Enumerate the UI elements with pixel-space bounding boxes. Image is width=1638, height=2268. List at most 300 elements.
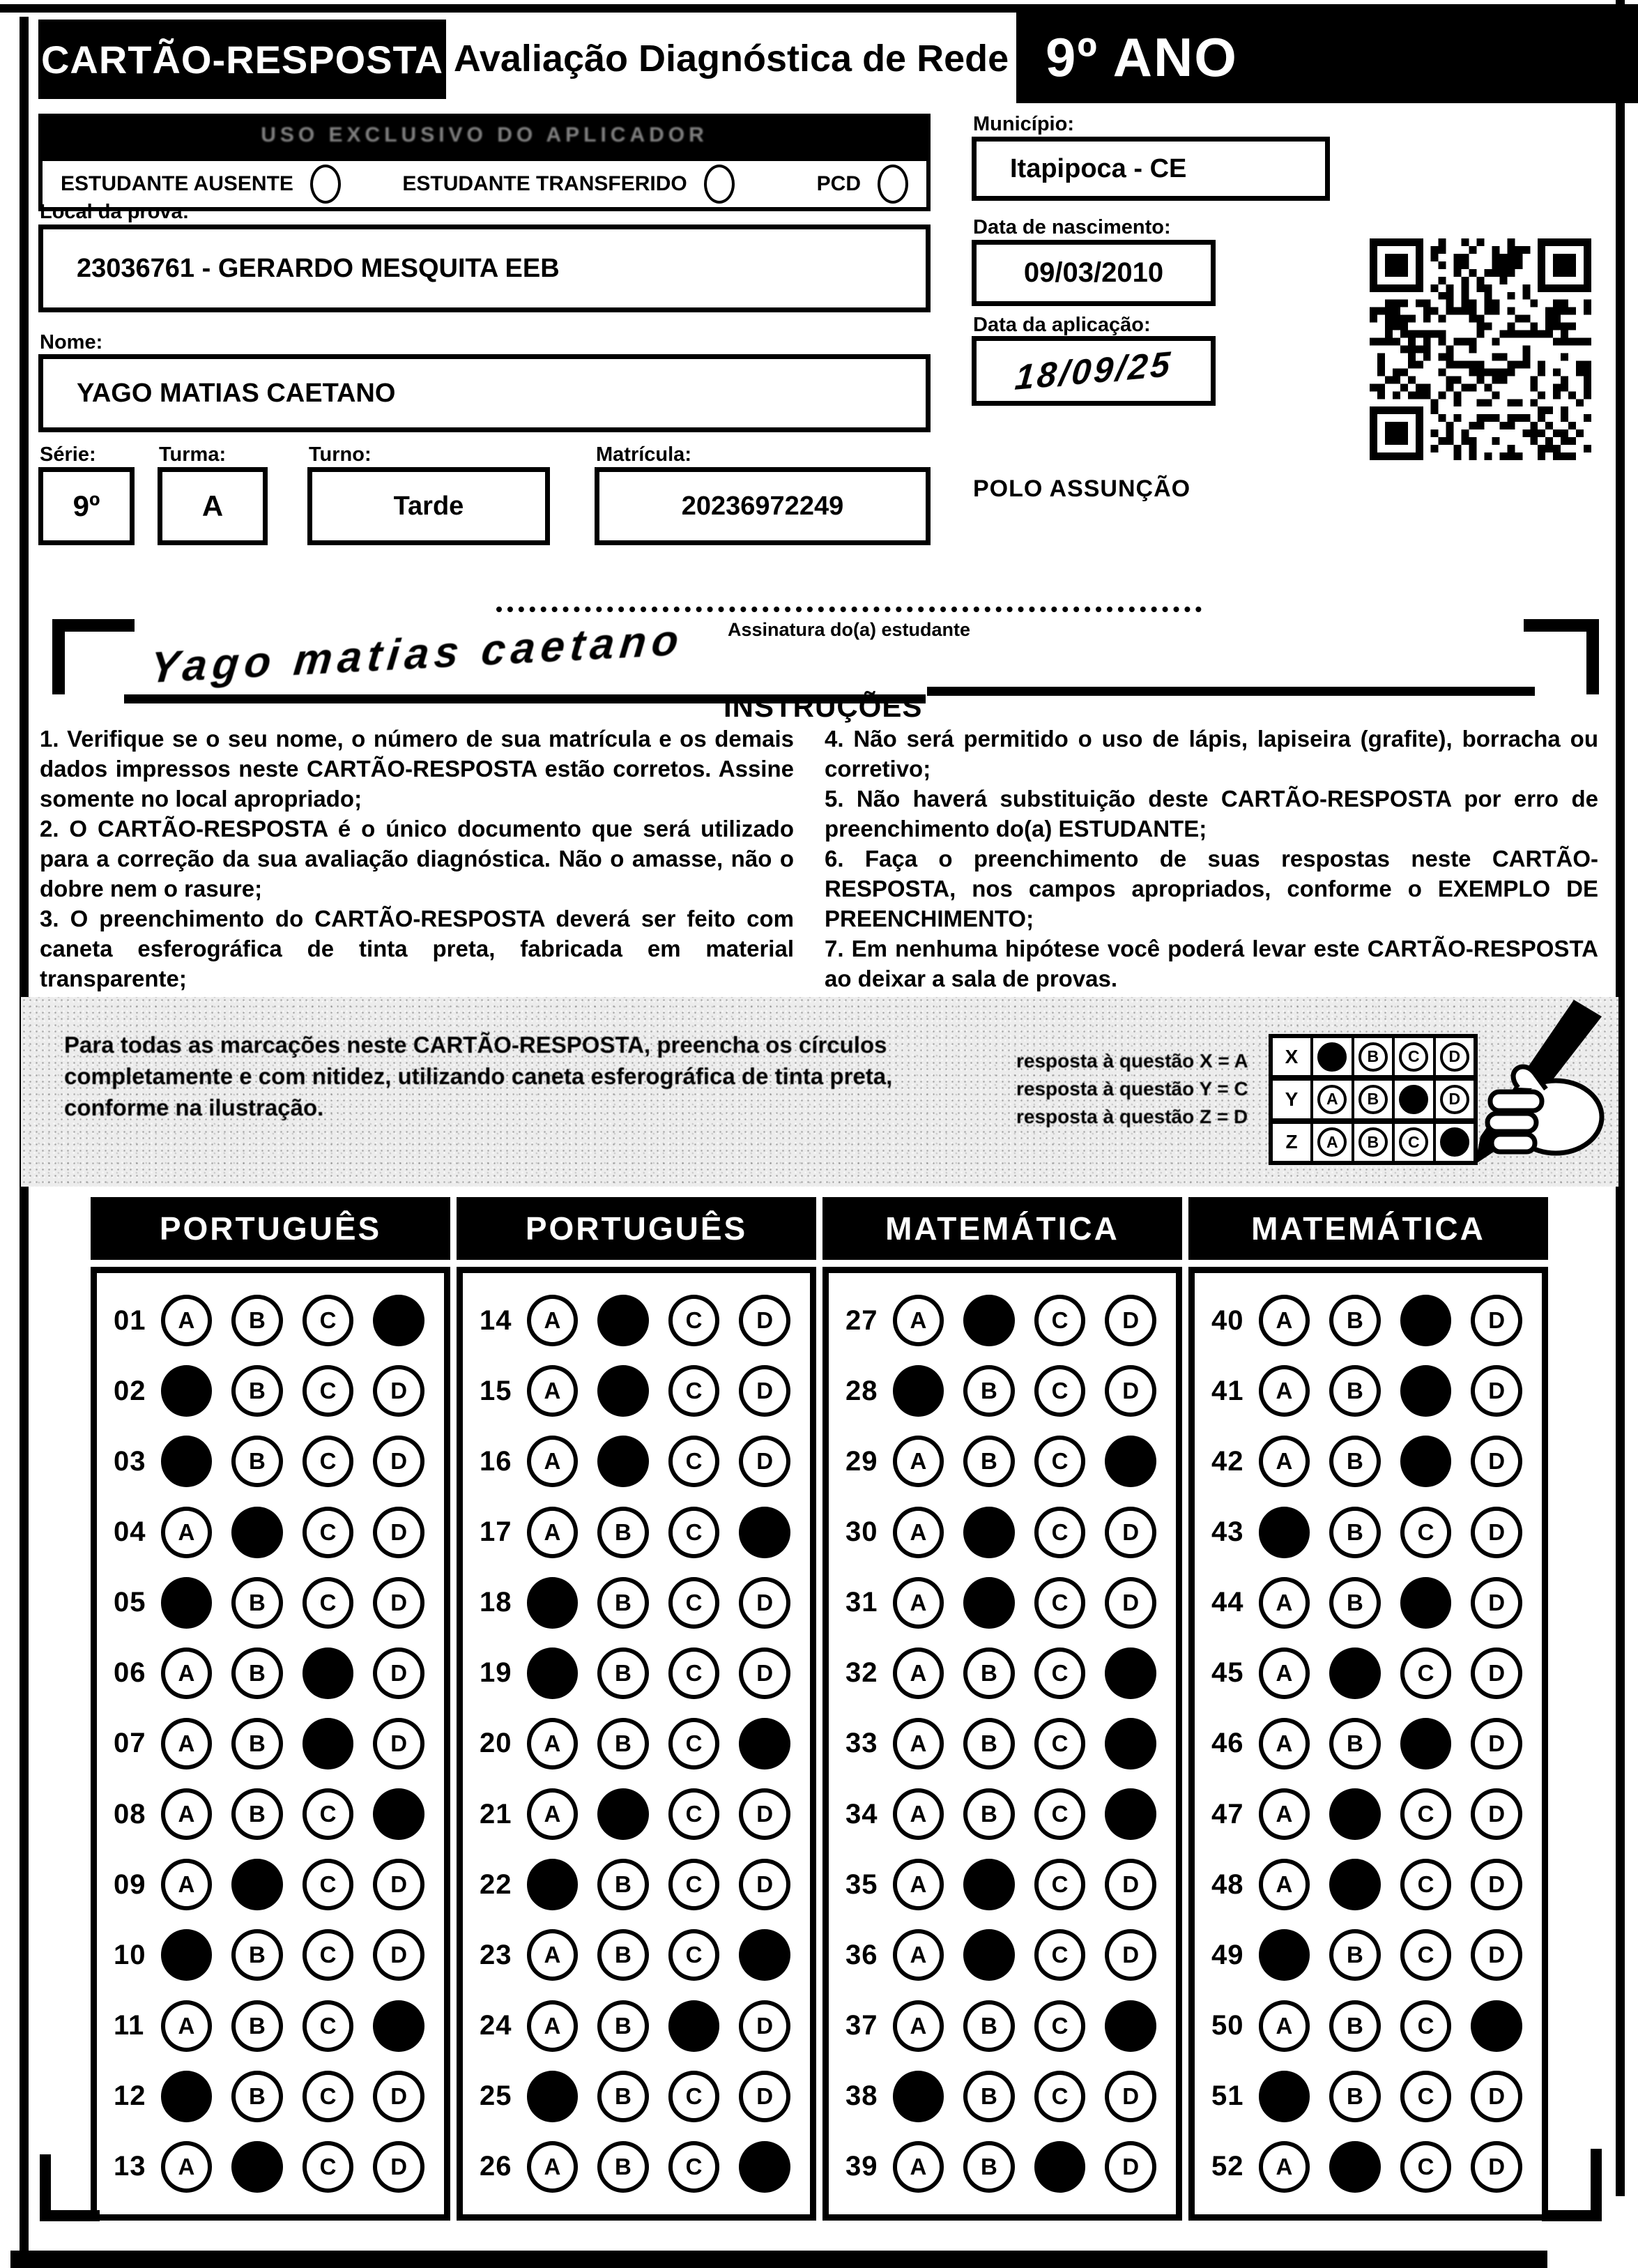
- answer-bubble-21-c[interactable]: C: [668, 1788, 720, 1840]
- example-cell: [1354, 1081, 1395, 1118]
- turma-label: Turma:: [159, 443, 227, 466]
- instruction-item: 1. Verifique se o seu nome, o número de sua matrícula e os demais dados impressos neste CARTÃO-RESPOSTA estão corretos. Assine somente no local apropriado;: [40, 726, 794, 812]
- answer-bubble-52-d[interactable]: D: [1471, 2141, 1522, 2193]
- answer-bubble-39-b[interactable]: B: [963, 2141, 1015, 2193]
- answer-bubble-38-a[interactable]: [893, 2071, 944, 2122]
- example-bubble-z-b: B: [1358, 1127, 1388, 1157]
- hand-with-pen-icon: [1450, 1000, 1610, 1180]
- answer-bubble-37-b[interactable]: B: [963, 2000, 1015, 2052]
- answer-bubble-15-d[interactable]: D: [739, 1365, 790, 1417]
- answer-bubble-50-d[interactable]: [1471, 2000, 1522, 2052]
- turma-value-box: A: [158, 467, 268, 545]
- option-estudante-transferido: [402, 165, 734, 204]
- answer-bubble-49-d[interactable]: D: [1471, 1929, 1522, 1981]
- answer-bubble-12-b[interactable]: B: [231, 2071, 283, 2122]
- answer-bubble-7-b[interactable]: B: [231, 1718, 283, 1770]
- polo-label: POLO ASSUNÇÃO: [973, 475, 1191, 502]
- answer-bubble-14-a[interactable]: A: [527, 1295, 579, 1346]
- answer-bubble-18-d[interactable]: D: [739, 1577, 790, 1629]
- instructions-right-column: [825, 724, 1598, 994]
- answer-bubble-18-a[interactable]: [527, 1577, 579, 1629]
- question-row-32: [829, 1647, 1176, 1699]
- answer-bubble-28-d[interactable]: D: [1105, 1365, 1156, 1417]
- answer-bubble-30-c[interactable]: C: [1034, 1507, 1086, 1558]
- answer-bubble-28-a[interactable]: [893, 1365, 944, 1417]
- answer-bubble-29-b[interactable]: B: [963, 1436, 1015, 1487]
- section-header-3: MATEMÁTICA: [822, 1197, 1182, 1260]
- answer-bubble-28-c[interactable]: C: [1034, 1365, 1086, 1417]
- answer-grid-4: [1188, 1267, 1548, 2221]
- question-number: 14: [480, 1304, 512, 1336]
- answer-bubble-30-b[interactable]: [963, 1507, 1015, 1558]
- answer-bubble-48-c[interactable]: C: [1400, 1859, 1452, 1910]
- answer-bubble-34-d[interactable]: [1105, 1788, 1156, 1840]
- question-row-51: [1195, 2071, 1542, 2122]
- instruction-item: 4. Não será permitido o uso de lápis, lapiseira (grafite), borracha ou corretivo;: [825, 726, 1598, 782]
- answer-bubble-23-d[interactable]: [739, 1929, 790, 1981]
- question-number: 13: [114, 2151, 146, 2182]
- answer-bubble-4-d[interactable]: D: [373, 1507, 424, 1558]
- answer-bubble-25-a[interactable]: [527, 2071, 579, 2122]
- answer-bubble-1-c[interactable]: C: [303, 1295, 354, 1346]
- question-row-44: [1195, 1577, 1542, 1629]
- answer-bubble-46-b[interactable]: B: [1329, 1718, 1381, 1770]
- answer-bubble-27-a[interactable]: A: [893, 1295, 944, 1346]
- answer-bubble-35-c[interactable]: C: [1034, 1859, 1086, 1910]
- answer-bubble-31-d[interactable]: D: [1105, 1577, 1156, 1629]
- question-number: 16: [480, 1445, 512, 1477]
- example-bubble-y-b: B: [1358, 1085, 1388, 1114]
- answer-bubble-19-a[interactable]: [527, 1647, 579, 1699]
- answer-bubble-13-a[interactable]: A: [161, 2141, 213, 2193]
- answer-bubble-22-d[interactable]: D: [739, 1859, 790, 1910]
- example-row-label: Z: [1273, 1124, 1313, 1161]
- example-cell: [1395, 1124, 1436, 1161]
- answer-bubble-18-b[interactable]: B: [597, 1577, 649, 1629]
- question-number: 45: [1211, 1657, 1244, 1689]
- question-number: 03: [114, 1445, 146, 1477]
- question-number: 06: [114, 1657, 146, 1689]
- question-row-23: [463, 1929, 810, 1981]
- grade-badge: 9º ANO: [1016, 11, 1638, 103]
- section-header-1: PORTUGUÊS: [91, 1197, 450, 1260]
- answer-bubble-36-b[interactable]: [963, 1929, 1015, 1981]
- answer-bubble-27-d[interactable]: D: [1105, 1295, 1156, 1346]
- answer-bubble-6-a[interactable]: A: [161, 1647, 213, 1699]
- answer-bubble-42-a[interactable]: A: [1259, 1436, 1310, 1487]
- pcd-mark-circle[interactable]: [878, 165, 908, 204]
- answer-bubble-32-d[interactable]: [1105, 1647, 1156, 1699]
- question-number: 47: [1211, 1798, 1244, 1829]
- answer-bubble-11-c[interactable]: C: [303, 2000, 354, 2052]
- answer-bubble-46-c[interactable]: [1400, 1718, 1452, 1770]
- answer-bubble-43-a[interactable]: [1259, 1507, 1310, 1558]
- question-number: 37: [845, 2010, 878, 2041]
- answer-bubble-47-c[interactable]: C: [1400, 1788, 1452, 1840]
- option-label: PCD: [816, 172, 861, 195]
- example-bubble-x-d: D: [1440, 1042, 1469, 1072]
- answer-bubble-36-a[interactable]: A: [893, 1929, 944, 1981]
- answer-bubble-35-d[interactable]: D: [1105, 1859, 1156, 1910]
- answer-bubble-26-c[interactable]: C: [668, 2141, 720, 2193]
- answer-bubble-41-b[interactable]: B: [1329, 1365, 1381, 1417]
- answer-bubble-6-c[interactable]: [303, 1647, 354, 1699]
- example-cell: [1313, 1081, 1354, 1118]
- answer-bubble-25-b[interactable]: B: [597, 2071, 649, 2122]
- answer-bubble-17-a[interactable]: A: [527, 1507, 579, 1558]
- answer-bubble-1-b[interactable]: B: [231, 1295, 283, 1346]
- answer-bubble-27-c[interactable]: C: [1034, 1295, 1086, 1346]
- question-row-35: [829, 1859, 1176, 1910]
- student-signature[interactable]: Yago matias caetano: [147, 616, 687, 693]
- answer-bubble-16-d[interactable]: D: [739, 1436, 790, 1487]
- question-row-43: [1195, 1507, 1542, 1558]
- question-number: 10: [114, 1939, 146, 1970]
- answer-bubble-34-c[interactable]: C: [1034, 1788, 1086, 1840]
- answer-bubble-11-a[interactable]: A: [161, 2000, 213, 2052]
- answer-grid-1: [91, 1267, 450, 2221]
- answer-bubble-46-d[interactable]: D: [1471, 1718, 1522, 1770]
- answer-bubble-33-a[interactable]: A: [893, 1718, 944, 1770]
- registration-corner-top-right: [1524, 619, 1599, 694]
- transferido-mark-circle[interactable]: [704, 165, 735, 204]
- answer-bubble-29-c[interactable]: C: [1034, 1436, 1086, 1487]
- answer-bubble-16-b[interactable]: [597, 1436, 649, 1487]
- question-row-38: [829, 2071, 1176, 2122]
- answer-bubble-33-c[interactable]: C: [1034, 1718, 1086, 1770]
- question-row-17: [463, 1507, 810, 1558]
- answer-bubble-33-b[interactable]: B: [963, 1718, 1015, 1770]
- answer-bubble-50-b[interactable]: B: [1329, 2000, 1381, 2052]
- aplicacao-value-box[interactable]: [972, 336, 1216, 406]
- answer-bubble-13-b[interactable]: [231, 2141, 283, 2193]
- answer-bubble-38-d[interactable]: D: [1105, 2071, 1156, 2122]
- answer-bubble-2-c[interactable]: C: [303, 1365, 354, 1417]
- answer-bubble-49-c[interactable]: C: [1400, 1929, 1452, 1981]
- question-row-10: [97, 1929, 444, 1981]
- answer-bubble-27-b[interactable]: [963, 1295, 1015, 1346]
- answer-bubble-5-b[interactable]: B: [231, 1577, 283, 1629]
- example-cell: [1354, 1124, 1395, 1161]
- answer-bubble-7-d[interactable]: D: [373, 1718, 424, 1770]
- question-number: 51: [1211, 2080, 1244, 2112]
- answer-bubble-10-d[interactable]: D: [373, 1929, 424, 1981]
- question-row-52: [1195, 2141, 1542, 2193]
- answer-bubble-49-b[interactable]: B: [1329, 1929, 1381, 1981]
- answer-bubble-34-b[interactable]: B: [963, 1788, 1015, 1840]
- answer-bubble-24-a[interactable]: A: [527, 2000, 579, 2052]
- answer-bubble-9-d[interactable]: D: [373, 1859, 424, 1910]
- answer-bubble-15-c[interactable]: C: [668, 1365, 720, 1417]
- option-estudante-ausente: [61, 165, 341, 204]
- answer-bubble-13-c[interactable]: C: [303, 2141, 354, 2193]
- answer-bubble-24-d[interactable]: D: [739, 2000, 790, 2052]
- answer-bubble-7-c[interactable]: [303, 1718, 354, 1770]
- example-bubble-x-a: [1317, 1042, 1347, 1072]
- instruction-item: 2. O CARTÃO-RESPOSTA é o único documento que será utilizado para a correção da sua avaliação diagnóstica. Não o amasse, não o dobre nem o rasure;: [40, 816, 794, 901]
- question-number: 31: [845, 1587, 878, 1618]
- answer-bubble-42-c[interactable]: [1400, 1436, 1452, 1487]
- answer-bubble-22-a[interactable]: [527, 1859, 579, 1910]
- question-number: 09: [114, 1869, 146, 1900]
- answer-bubble-20-b[interactable]: B: [597, 1718, 649, 1770]
- answer-bubble-48-a[interactable]: A: [1259, 1859, 1310, 1910]
- fill-example-grid: [1269, 1034, 1478, 1165]
- answer-bubble-45-c[interactable]: C: [1400, 1647, 1452, 1699]
- answer-bubble-3-c[interactable]: C: [303, 1436, 354, 1487]
- answer-bubble-3-b[interactable]: B: [231, 1436, 283, 1487]
- answer-bubble-25-d[interactable]: D: [739, 2071, 790, 2122]
- question-row-40: [1195, 1295, 1542, 1346]
- answer-bubble-31-b[interactable]: [963, 1577, 1015, 1629]
- question-row-13: [97, 2141, 444, 2193]
- question-number: 15: [480, 1375, 512, 1406]
- question-number: 26: [480, 2151, 512, 2182]
- question-number: 27: [845, 1304, 878, 1336]
- answer-bubble-36-c[interactable]: C: [1034, 1929, 1086, 1981]
- answer-bubble-40-a[interactable]: A: [1259, 1295, 1310, 1346]
- answer-bubble-33-d[interactable]: [1105, 1718, 1156, 1770]
- answer-bubble-48-d[interactable]: D: [1471, 1859, 1522, 1910]
- answer-bubble-31-a[interactable]: A: [893, 1577, 944, 1629]
- answer-bubble-26-a[interactable]: A: [527, 2141, 579, 2193]
- nascimento-label: Data de nascimento:: [973, 216, 1171, 238]
- question-number: 29: [845, 1445, 878, 1477]
- question-number: 48: [1211, 1869, 1244, 1900]
- answer-bubble-17-b[interactable]: B: [597, 1507, 649, 1558]
- answer-bubble-22-b[interactable]: B: [597, 1859, 649, 1910]
- answer-bubble-20-d[interactable]: [739, 1718, 790, 1770]
- answer-bubble-52-a[interactable]: A: [1259, 2141, 1310, 2193]
- answer-bubble-12-c[interactable]: C: [303, 2071, 354, 2122]
- answer-bubble-43-c[interactable]: C: [1400, 1507, 1452, 1558]
- question-number: 33: [845, 1728, 878, 1759]
- answer-bubble-29-a[interactable]: A: [893, 1436, 944, 1487]
- page-edge-bottom: [10, 2251, 1547, 2268]
- answer-bubble-41-c[interactable]: [1400, 1365, 1452, 1417]
- answer-bubble-45-b[interactable]: [1329, 1647, 1381, 1699]
- answer-bubble-30-d[interactable]: D: [1105, 1507, 1156, 1558]
- answer-bubble-51-c[interactable]: C: [1400, 2071, 1452, 2122]
- answer-bubble-46-a[interactable]: A: [1259, 1718, 1310, 1770]
- answer-bubble-24-c[interactable]: [668, 2000, 720, 2052]
- answer-bubble-35-a[interactable]: A: [893, 1859, 944, 1910]
- answer-bubble-51-a[interactable]: [1259, 2071, 1310, 2122]
- question-number: 44: [1211, 1587, 1244, 1618]
- answer-bubble-51-b[interactable]: B: [1329, 2071, 1381, 2122]
- answer-bubble-29-d[interactable]: [1105, 1436, 1156, 1487]
- answer-bubble-14-c[interactable]: C: [668, 1295, 720, 1346]
- answer-bubble-43-d[interactable]: D: [1471, 1507, 1522, 1558]
- answer-bubble-21-a[interactable]: A: [527, 1788, 579, 1840]
- answer-bubble-19-b[interactable]: B: [597, 1647, 649, 1699]
- answer-bubble-17-c[interactable]: C: [668, 1507, 720, 1558]
- question-row-1: [97, 1295, 444, 1346]
- option-label: ESTUDANTE TRANSFERIDO: [402, 172, 687, 195]
- answer-bubble-51-d[interactable]: D: [1471, 2071, 1522, 2122]
- answer-bubble-40-d[interactable]: D: [1471, 1295, 1522, 1346]
- answer-bubble-39-d[interactable]: D: [1105, 2141, 1156, 2193]
- answer-bubble-38-b[interactable]: B: [963, 2071, 1015, 2122]
- question-number: 21: [480, 1798, 512, 1829]
- answer-bubble-17-d[interactable]: [739, 1507, 790, 1558]
- question-number: 04: [114, 1516, 146, 1548]
- answer-bubble-43-b[interactable]: B: [1329, 1507, 1381, 1558]
- answer-bubble-26-d[interactable]: [739, 2141, 790, 2193]
- answer-bubble-47-b[interactable]: [1329, 1788, 1381, 1840]
- answer-bubble-10-b[interactable]: B: [231, 1929, 283, 1981]
- question-row-48: [1195, 1859, 1542, 1910]
- answer-bubble-44-c[interactable]: [1400, 1577, 1452, 1629]
- answer-bubble-12-d[interactable]: D: [373, 2071, 424, 2122]
- answer-bubble-1-d[interactable]: [373, 1295, 424, 1346]
- answer-bubble-32-a[interactable]: A: [893, 1647, 944, 1699]
- answer-bubble-5-d[interactable]: D: [373, 1577, 424, 1629]
- answer-bubble-37-c[interactable]: C: [1034, 2000, 1086, 2052]
- answer-bubble-16-c[interactable]: C: [668, 1436, 720, 1487]
- answer-bubble-4-b[interactable]: [231, 1507, 283, 1558]
- answer-bubble-6-d[interactable]: D: [373, 1647, 424, 1699]
- answer-bubble-36-d[interactable]: D: [1105, 1929, 1156, 1981]
- nome-value-box: YAGO MATIAS CAETANO: [38, 354, 931, 432]
- answer-bubble-9-a[interactable]: A: [161, 1859, 213, 1910]
- answer-bubble-39-a[interactable]: A: [893, 2141, 944, 2193]
- answer-bubble-10-a[interactable]: [161, 1929, 213, 1981]
- answer-bubble-14-b[interactable]: [597, 1295, 649, 1346]
- answer-bubble-40-c[interactable]: [1400, 1295, 1452, 1346]
- question-row-7: [97, 1718, 444, 1770]
- answer-bubble-37-a[interactable]: A: [893, 2000, 944, 2052]
- answer-bubble-47-d[interactable]: D: [1471, 1788, 1522, 1840]
- fill-example-box: [21, 997, 1618, 1187]
- answer-bubble-5-c[interactable]: C: [303, 1577, 354, 1629]
- question-row-26: [463, 2141, 810, 2193]
- question-row-9: [97, 1859, 444, 1910]
- answer-bubble-20-a[interactable]: A: [527, 1718, 579, 1770]
- answer-bubble-25-c[interactable]: C: [668, 2071, 720, 2122]
- local-value-box: 23036761 - GERARDO MESQUITA EEB: [38, 224, 931, 312]
- answer-bubble-26-b[interactable]: B: [597, 2141, 649, 2193]
- question-number: 11: [114, 2010, 145, 2041]
- answer-bubble-21-d[interactable]: D: [739, 1788, 790, 1840]
- question-number: 30: [845, 1516, 878, 1548]
- answer-bubble-7-a[interactable]: A: [161, 1718, 213, 1770]
- answer-bubble-2-b[interactable]: B: [231, 1365, 283, 1417]
- answer-bubble-9-b[interactable]: [231, 1859, 283, 1910]
- answer-bubble-35-b[interactable]: [963, 1859, 1015, 1910]
- answer-bubble-11-b[interactable]: B: [231, 2000, 283, 2052]
- answer-bubble-39-c[interactable]: [1034, 2141, 1086, 2193]
- answer-bubble-19-d[interactable]: D: [739, 1647, 790, 1699]
- answer-bubble-24-b[interactable]: B: [597, 2000, 649, 2052]
- answer-bubble-14-d[interactable]: D: [739, 1295, 790, 1346]
- answer-bubble-32-c[interactable]: C: [1034, 1647, 1086, 1699]
- question-row-14: [463, 1295, 810, 1346]
- answer-bubble-23-a[interactable]: A: [527, 1929, 579, 1981]
- instruction-item: 3. O preenchimento do CARTÃO-RESPOSTA deverá ser feito com caneta esferográfica de tinta preta, fabricada em material transparente;: [40, 906, 794, 991]
- answer-bubble-31-c[interactable]: C: [1034, 1577, 1086, 1629]
- answer-bubble-22-c[interactable]: C: [668, 1859, 720, 1910]
- answer-bubble-12-a[interactable]: [161, 2071, 213, 2122]
- answer-bubble-1-a[interactable]: A: [161, 1295, 213, 1346]
- answer-bubble-6-b[interactable]: B: [231, 1647, 283, 1699]
- question-row-31: [829, 1577, 1176, 1629]
- answer-bubble-8-a[interactable]: A: [161, 1788, 213, 1840]
- ausente-mark-circle[interactable]: [310, 165, 341, 204]
- answer-bubble-8-d[interactable]: [373, 1788, 424, 1840]
- answer-bubble-3-d[interactable]: D: [373, 1436, 424, 1487]
- answer-bubble-41-a[interactable]: A: [1259, 1365, 1310, 1417]
- example-bubble-x-b: B: [1358, 1042, 1388, 1072]
- answer-bubble-23-c[interactable]: C: [668, 1929, 720, 1981]
- question-number: 02: [114, 1375, 146, 1406]
- answer-bubble-32-b[interactable]: B: [963, 1647, 1015, 1699]
- answer-bubble-45-a[interactable]: A: [1259, 1647, 1310, 1699]
- answer-bubble-49-a[interactable]: [1259, 1929, 1310, 1981]
- answer-bubble-18-c[interactable]: C: [668, 1577, 720, 1629]
- answer-bubble-42-b[interactable]: B: [1329, 1436, 1381, 1487]
- question-row-21: [463, 1788, 810, 1840]
- answer-bubble-34-a[interactable]: A: [893, 1788, 944, 1840]
- answer-bubble-9-c[interactable]: C: [303, 1859, 354, 1910]
- answer-bubble-23-b[interactable]: B: [597, 1929, 649, 1981]
- answer-bubble-21-b[interactable]: [597, 1788, 649, 1840]
- answer-bubble-2-d[interactable]: D: [373, 1365, 424, 1417]
- answer-bubble-15-b[interactable]: [597, 1365, 649, 1417]
- answer-bubble-2-a[interactable]: [161, 1365, 213, 1417]
- answer-bubble-50-a[interactable]: A: [1259, 2000, 1310, 2052]
- answer-bubble-11-d[interactable]: [373, 2000, 424, 2052]
- answer-bubble-30-a[interactable]: A: [893, 1507, 944, 1558]
- registration-corner-top-left: [52, 619, 135, 694]
- answer-bubble-47-a[interactable]: A: [1259, 1788, 1310, 1840]
- answer-bubble-41-d[interactable]: D: [1471, 1365, 1522, 1417]
- answer-bubble-15-a[interactable]: A: [527, 1365, 579, 1417]
- municipio-value-box: Itapipoca - CE: [972, 137, 1330, 201]
- answer-bubble-38-c[interactable]: C: [1034, 2071, 1086, 2122]
- answer-bubble-52-c[interactable]: C: [1400, 2141, 1452, 2193]
- answer-bubble-19-c[interactable]: C: [668, 1647, 720, 1699]
- answer-bubble-8-c[interactable]: C: [303, 1788, 354, 1840]
- answer-bubble-40-b[interactable]: B: [1329, 1295, 1381, 1346]
- answer-bubble-48-b[interactable]: [1329, 1859, 1381, 1910]
- answer-bubble-50-c[interactable]: C: [1400, 2000, 1452, 2052]
- answer-bubble-4-c[interactable]: C: [303, 1507, 354, 1558]
- answer-bubble-5-a[interactable]: [161, 1577, 213, 1629]
- answer-bubble-8-b[interactable]: B: [231, 1788, 283, 1840]
- registration-corner-bottom-left: [40, 2154, 100, 2221]
- answer-bubble-44-b[interactable]: B: [1329, 1577, 1381, 1629]
- answer-bubble-13-d[interactable]: D: [373, 2141, 424, 2193]
- answer-bubble-44-d[interactable]: D: [1471, 1577, 1522, 1629]
- option-label: ESTUDANTE AUSENTE: [61, 172, 293, 195]
- answer-bubble-52-b[interactable]: [1329, 2141, 1381, 2193]
- answer-bubble-42-d[interactable]: D: [1471, 1436, 1522, 1487]
- answer-bubble-44-a[interactable]: A: [1259, 1577, 1310, 1629]
- example-cell: [1395, 1038, 1436, 1075]
- answer-bubble-10-c[interactable]: C: [303, 1929, 354, 1981]
- answer-bubble-28-b[interactable]: B: [963, 1365, 1015, 1417]
- question-row-47: [1195, 1788, 1542, 1840]
- question-row-2: [97, 1365, 444, 1417]
- answer-bubble-45-d[interactable]: D: [1471, 1647, 1522, 1699]
- answer-bubble-3-a[interactable]: [161, 1436, 213, 1487]
- answer-bubble-37-d[interactable]: [1105, 2000, 1156, 2052]
- answer-bubble-4-a[interactable]: A: [161, 1507, 213, 1558]
- answer-bubble-16-a[interactable]: A: [527, 1436, 579, 1487]
- example-bubble-y-c: [1399, 1085, 1428, 1114]
- answer-bubble-20-c[interactable]: C: [668, 1718, 720, 1770]
